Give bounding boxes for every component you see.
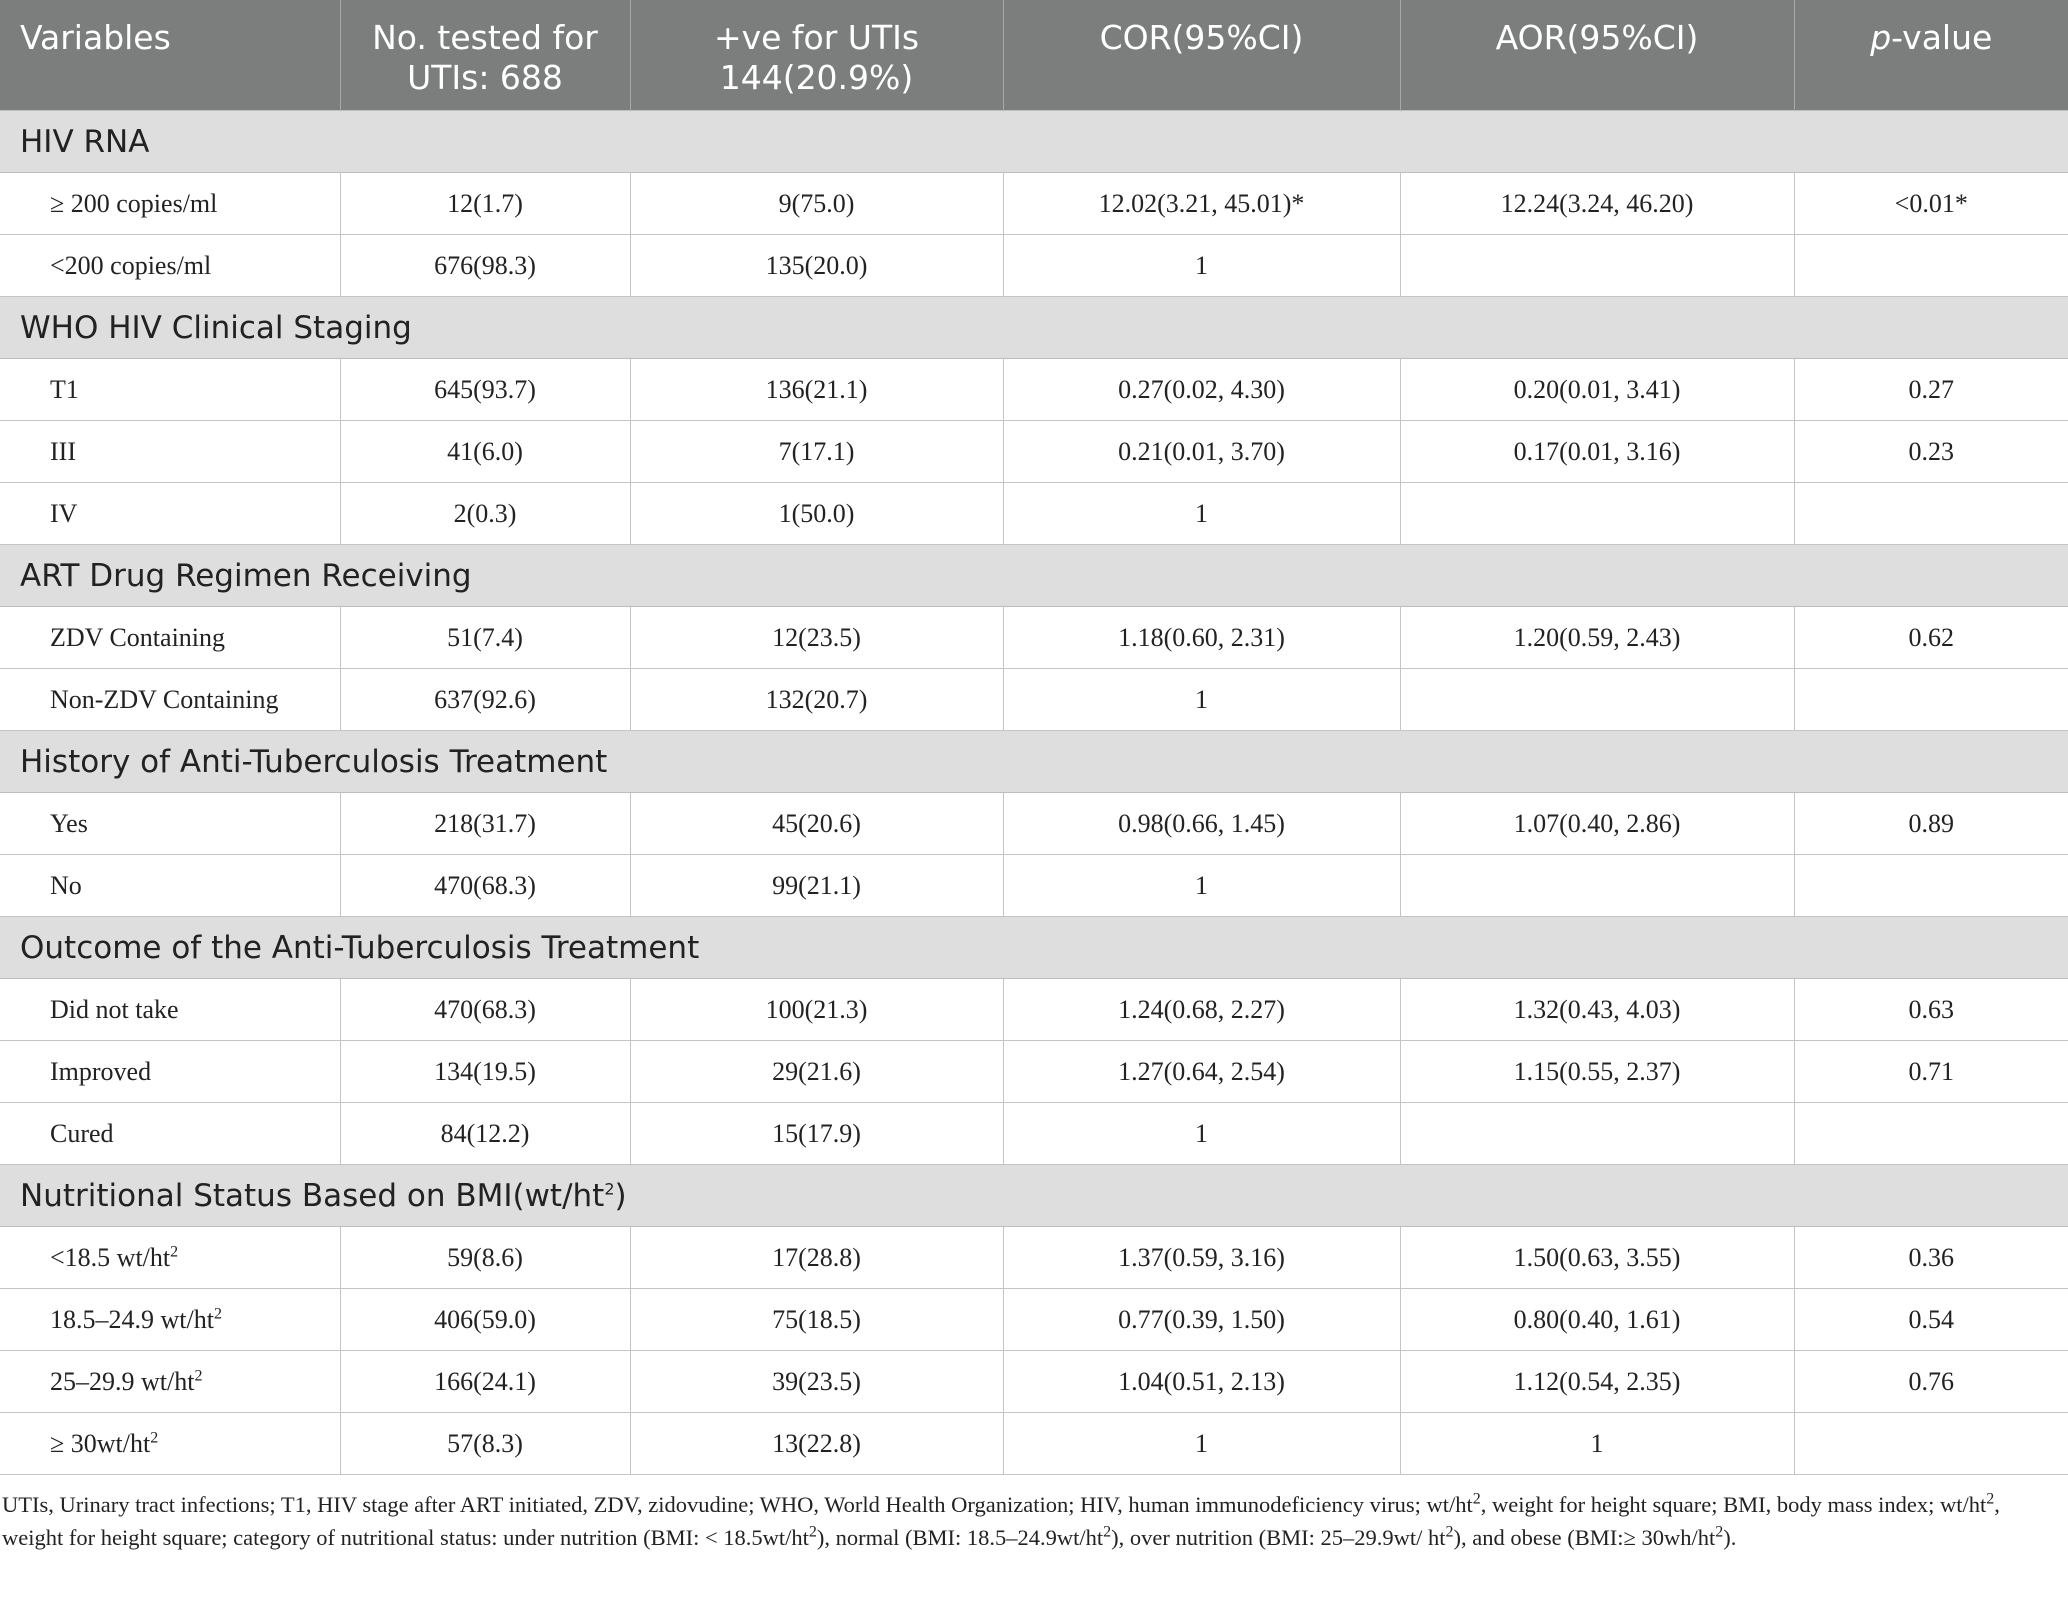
cell-positive: 99(21.1) <box>630 855 1003 917</box>
cell-tested: 57(8.3) <box>340 1413 630 1475</box>
cell-p: 0.36 <box>1794 1227 2068 1289</box>
section-row <box>0 297 2068 359</box>
cell-label: ≥ 200 copies/ml <box>0 173 340 235</box>
cell-cor: 1.37(0.59, 3.16) <box>1003 1227 1400 1289</box>
table-row <box>0 421 2068 483</box>
cell-positive: 12(23.5) <box>630 607 1003 669</box>
cell-tested: 2(0.3) <box>340 483 630 545</box>
cell-aor: 1.50(0.63, 3.55) <box>1400 1227 1794 1289</box>
cell-tested: 218(31.7) <box>340 793 630 855</box>
cell-cor: 0.21(0.01, 3.70) <box>1003 421 1400 483</box>
header-cor: COR(95%CI) <box>1003 0 1400 111</box>
cell-aor: 0.17(0.01, 3.16) <box>1400 421 1794 483</box>
section-row <box>0 917 2068 979</box>
cell-label: Did not take <box>0 979 340 1041</box>
cell-label: Yes <box>0 793 340 855</box>
cell-cor: 1 <box>1003 855 1400 917</box>
cell-aor: 12.24(3.24, 46.20) <box>1400 173 1794 235</box>
cell-cor: 1 <box>1003 1103 1400 1165</box>
cell-label: Non-ZDV Containing <box>0 669 340 731</box>
superscript-two: 2 <box>604 1179 615 1199</box>
cell-label: No <box>0 855 340 917</box>
cell-label: 18.5–24.9 $wt/ht^2$ <box>0 1289 340 1351</box>
header-p-italic: p <box>1870 18 1892 57</box>
section-title: Nutritional Status Based on $BMI(wt/ht^2)$ <box>0 1165 2068 1227</box>
cell-positive: 75(18.5) <box>630 1289 1003 1351</box>
cell-positive: 9(75.0) <box>630 173 1003 235</box>
cell-label: <18.5 $wt/ht^2$ <box>0 1227 340 1289</box>
cell-cor: 12.02(3.21, 45.01)* <box>1003 173 1400 235</box>
cell-label: <200 copies/ml <box>0 235 340 297</box>
cell-p: 0.89 <box>1794 793 2068 855</box>
cell-aor: 1.15(0.55, 2.37) <box>1400 1041 1794 1103</box>
table-row <box>0 483 2068 545</box>
section-title: HIV RNA <box>0 111 2068 173</box>
cell-cor: 1 <box>1003 669 1400 731</box>
table-row <box>0 1227 2068 1289</box>
cell-label: Cured <box>0 1103 340 1165</box>
section-title: Outcome of the Anti-Tuberculosis Treatment <box>0 917 2068 979</box>
cell-positive: 100(21.3) <box>630 979 1003 1041</box>
cell-p <box>1794 1103 2068 1165</box>
header-tested: No. tested for UTIs: 688 <box>340 0 630 111</box>
section-row <box>0 545 2068 607</box>
cell-p: 0.71 <box>1794 1041 2068 1103</box>
cell-positive: 17(28.8) <box>630 1227 1003 1289</box>
cell-tested: 406(59.0) <box>340 1289 630 1351</box>
cell-cor: 1 <box>1003 483 1400 545</box>
cell-tested: 41(6.0) <box>340 421 630 483</box>
header-p-rest: -value <box>1891 18 1993 57</box>
superscript-two: 2 <box>1986 1490 1995 1508</box>
cell-aor <box>1400 235 1794 297</box>
cell-cor: 1.04(0.51, 2.13) <box>1003 1351 1400 1413</box>
cell-label: T1 <box>0 359 340 421</box>
cell-tested: 59(8.6) <box>340 1227 630 1289</box>
cell-tested: 637(92.6) <box>340 669 630 731</box>
cell-label: IV <box>0 483 340 545</box>
cell-aor: 1.20(0.59, 2.43) <box>1400 607 1794 669</box>
section-title: History of Anti-Tuberculosis Treatment <box>0 731 2068 793</box>
table-row <box>0 173 2068 235</box>
header-row <box>0 0 2068 111</box>
cell-label: 25–29.9 $wt/ht^2$ <box>0 1351 340 1413</box>
cell-aor: 0.20(0.01, 3.41) <box>1400 359 1794 421</box>
cell-tested: 645(93.7) <box>340 359 630 421</box>
superscript-two: 2 <box>150 1428 159 1446</box>
cell-p <box>1794 669 2068 731</box>
table-row <box>0 607 2068 669</box>
superscript-two: 2 <box>1472 1490 1481 1508</box>
cell-cor: 1.24(0.68, 2.27) <box>1003 979 1400 1041</box>
header-p-value <box>1794 0 2068 111</box>
cell-tested: 676(98.3) <box>340 235 630 297</box>
cell-aor: 1.32(0.43, 4.03) <box>1400 979 1794 1041</box>
cell-aor <box>1400 1103 1794 1165</box>
header-variables: Variables <box>0 0 340 111</box>
table-footnote: UTIs, Urinary tract infections; T1, HIV stage after ART initiated, ZDV, zidovudine; WHO, World Health Organization; HIV, human immunodeficiency virus; $wt/ht^2$, weight for height square; BMI, body mass index; $wt/ht^2$, weight for height square; category of nutritional status: under nutrition (BMI: < $18.5wt/ht^2$), normal (BMI: $18.5-24.9wt/ht^2$), over nutrition (BMI: 25–29.9wt/ $ht^2$), and obese (BMI:≥ $30wh/ht^2$). <box>2 1490 2000 1550</box>
superscript-two: 2 <box>170 1242 179 1260</box>
table-body <box>0 111 2068 1475</box>
cell-positive: 135(20.0) <box>630 235 1003 297</box>
cell-tested: 134(19.5) <box>340 1041 630 1103</box>
cell-aor <box>1400 669 1794 731</box>
cell-tested: 470(68.3) <box>340 979 630 1041</box>
cell-p <box>1794 483 2068 545</box>
cell-positive: 29(21.6) <box>630 1041 1003 1103</box>
cell-label: Improved <box>0 1041 340 1103</box>
cell-tested: 84(12.2) <box>340 1103 630 1165</box>
cell-aor <box>1400 855 1794 917</box>
cell-cor: 1.18(0.60, 2.31) <box>1003 607 1400 669</box>
superscript-two: 2 <box>194 1366 203 1384</box>
cell-p: 0.27 <box>1794 359 2068 421</box>
cell-p: 0.23 <box>1794 421 2068 483</box>
cell-p <box>1794 855 2068 917</box>
table-row <box>0 1289 2068 1351</box>
cell-label: III <box>0 421 340 483</box>
cell-aor <box>1400 483 1794 545</box>
table-row <box>0 979 2068 1041</box>
table-row <box>0 235 2068 297</box>
cell-cor: 1.27(0.64, 2.54) <box>1003 1041 1400 1103</box>
header-aor: AOR(95%CI) <box>1400 0 1794 111</box>
cell-positive: 15(17.9) <box>630 1103 1003 1165</box>
cell-p: 0.54 <box>1794 1289 2068 1351</box>
cell-aor: 1.12(0.54, 2.35) <box>1400 1351 1794 1413</box>
cell-positive: 13(22.8) <box>630 1413 1003 1475</box>
table-row <box>0 1351 2068 1413</box>
table-row <box>0 1413 2068 1475</box>
cell-tested: 12(1.7) <box>340 173 630 235</box>
cell-positive: 132(20.7) <box>630 669 1003 731</box>
table-row <box>0 359 2068 421</box>
section-row <box>0 731 2068 793</box>
section-row <box>0 1165 2068 1227</box>
cell-positive: 45(20.6) <box>630 793 1003 855</box>
section-title: WHO HIV Clinical Staging <box>0 297 2068 359</box>
superscript-two: 2 <box>1445 1523 1454 1541</box>
cell-aor: 1.07(0.40, 2.86) <box>1400 793 1794 855</box>
cell-label: ≥ $30wt/ht^2$ <box>0 1413 340 1475</box>
superscript-two: 2 <box>1103 1523 1112 1541</box>
table-row <box>0 1103 2068 1165</box>
cell-p: 0.62 <box>1794 607 2068 669</box>
cell-aor: 1 <box>1400 1413 1794 1475</box>
table-row <box>0 1041 2068 1103</box>
superscript-two: 2 <box>808 1523 817 1541</box>
cell-p <box>1794 235 2068 297</box>
cell-tested: 166(24.1) <box>340 1351 630 1413</box>
cell-cor: 0.98(0.66, 1.45) <box>1003 793 1400 855</box>
table-row <box>0 793 2068 855</box>
header-positive: +ve for UTIs 144(20.9%) <box>630 0 1003 111</box>
cell-cor: 1 <box>1003 1413 1400 1475</box>
table-row <box>0 669 2068 731</box>
cell-p <box>1794 1413 2068 1475</box>
cell-positive: 1(50.0) <box>630 483 1003 545</box>
table-row <box>0 855 2068 917</box>
cell-cor: 1 <box>1003 235 1400 297</box>
section-title: ART Drug Regimen Receiving <box>0 545 2068 607</box>
cell-p: 0.63 <box>1794 979 2068 1041</box>
cell-tested: 470(68.3) <box>340 855 630 917</box>
cell-positive: 136(21.1) <box>630 359 1003 421</box>
cell-p: 0.76 <box>1794 1351 2068 1413</box>
cell-aor: 0.80(0.40, 1.61) <box>1400 1289 1794 1351</box>
superscript-two: 2 <box>213 1304 222 1322</box>
section-row <box>0 111 2068 173</box>
cell-cor: 0.27(0.02, 4.30) <box>1003 359 1400 421</box>
cell-cor: 0.77(0.39, 1.50) <box>1003 1289 1400 1351</box>
cell-positive: 7(17.1) <box>630 421 1003 483</box>
cell-tested: 51(7.4) <box>340 607 630 669</box>
cell-positive: 39(23.5) <box>630 1351 1003 1413</box>
superscript-two: 2 <box>1715 1523 1724 1541</box>
cell-label: ZDV Containing <box>0 607 340 669</box>
cell-p: <0.01* <box>1794 173 2068 235</box>
